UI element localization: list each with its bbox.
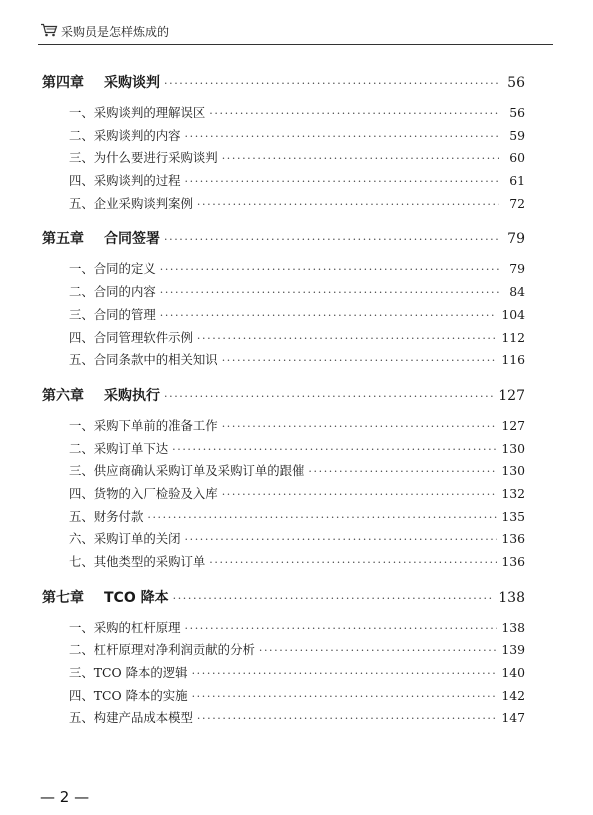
section-title: 一、采购下单前的准备工作: [69, 417, 218, 433]
toc-entry[interactable]: [42, 170, 525, 193]
dot-leader: [222, 484, 498, 507]
dot-leader: [160, 259, 499, 282]
section-title: 一、采购谈判的理解误区: [69, 105, 206, 120]
section-title: 四、合同管理软件示例: [69, 329, 193, 345]
chapter-title: 合同签署: [104, 231, 160, 248]
page-number: 116: [501, 352, 525, 368]
dot-leader: [222, 148, 499, 171]
page-number: 132: [501, 485, 525, 501]
page-number: 60: [509, 150, 525, 166]
page-number: 139: [501, 642, 525, 658]
dot-leader: [209, 103, 499, 126]
dot-leader: [185, 171, 499, 194]
header-divider: [38, 44, 553, 45]
page-number: 79: [509, 261, 525, 277]
toc-entry[interactable]: [42, 125, 525, 148]
toc-entry[interactable]: [42, 707, 525, 730]
toc-entry[interactable]: [42, 506, 525, 529]
dot-leader: [185, 529, 498, 552]
dot-leader: [259, 640, 497, 663]
toc-entry[interactable]: [42, 304, 525, 327]
page-number: 56: [507, 75, 525, 91]
page-number: 79: [507, 231, 525, 248]
page-number: 130: [501, 463, 525, 479]
section-title: 三、TCO 降本的逻辑: [69, 665, 188, 681]
page-number: 104: [501, 306, 525, 322]
section-title: 三、合同的管理: [69, 306, 156, 322]
running-header: [40, 18, 169, 44]
chapter-heading[interactable]: [42, 68, 525, 98]
book-title: 采购员是怎样炼成的: [61, 24, 170, 39]
chapter-label: 第五章: [42, 231, 84, 248]
section-title: 二、采购谈判的内容: [69, 127, 181, 143]
dot-leader: [197, 194, 499, 217]
page-number: 127: [498, 387, 525, 404]
chapter-7: [42, 583, 525, 730]
section-title: 四、TCO 降本的实施: [69, 687, 188, 703]
page-footer: — 2 —: [40, 788, 90, 806]
section-title: 五、财务付款: [69, 508, 144, 524]
section-title: 一、采购的杠杆原理: [69, 619, 181, 635]
chapter-title: 采购执行: [104, 387, 160, 404]
page-number: 136: [501, 531, 525, 547]
toc-entry[interactable]: [42, 617, 525, 640]
page-number: 130: [501, 440, 525, 456]
page-number: 138: [498, 589, 525, 606]
toc-entry[interactable]: [42, 685, 525, 708]
page-number: 138: [501, 619, 525, 635]
toc-entry[interactable]: [42, 327, 525, 350]
page-number: 140: [501, 665, 525, 681]
chapter-4: [42, 68, 525, 215]
dot-leader: [192, 686, 498, 709]
dot-leader: [192, 663, 498, 686]
chapter-title: 采购谈判: [104, 75, 160, 91]
dot-leader: [160, 282, 499, 305]
dot-leader: [147, 507, 497, 530]
toc-entry[interactable]: [42, 349, 525, 372]
toc-entry[interactable]: [42, 460, 525, 483]
toc-entry[interactable]: [42, 147, 525, 170]
section-title: 五、企业采购谈判案例: [69, 195, 193, 211]
section-title: 一、合同的定义: [69, 261, 156, 277]
chapter-label: 第六章: [42, 387, 84, 404]
section-title: 六、采购订单的关闭: [69, 531, 181, 547]
page-number: 56: [509, 105, 525, 120]
page-number: 136: [501, 554, 525, 569]
section-title: 五、构建产品成本模型: [69, 710, 193, 726]
chapter-heading[interactable]: [42, 583, 525, 613]
page-number: 135: [501, 508, 525, 524]
page-number: 84: [509, 284, 525, 300]
dot-leader: [222, 350, 498, 373]
toc-entry[interactable]: [42, 551, 525, 574]
dot-leader: [209, 552, 497, 575]
dot-leader: [185, 126, 499, 149]
section-title: 四、采购谈判的过程: [69, 173, 181, 189]
page-number: 127: [501, 417, 525, 433]
page-number: 147: [501, 710, 525, 726]
page-number: 72: [509, 195, 525, 211]
section-title: 五、合同条款中的相关知识: [69, 352, 218, 368]
dot-leader: [173, 584, 495, 614]
toc-entry[interactable]: [42, 281, 525, 304]
toc-entry[interactable]: [42, 193, 525, 216]
chapter-label: 第四章: [42, 75, 84, 91]
toc-entry[interactable]: [42, 438, 525, 461]
toc-entry[interactable]: [42, 415, 525, 438]
toc-entry[interactable]: [42, 639, 525, 662]
section-title: 四、货物的入厂检验及入库: [69, 485, 218, 501]
shopping-cart-icon: [40, 23, 61, 40]
dot-leader: [164, 382, 494, 412]
page-number: 61: [509, 173, 525, 189]
section-title: 二、采购订单下达: [69, 440, 169, 456]
chapter-6: [42, 381, 525, 574]
toc-entry[interactable]: [42, 483, 525, 506]
toc-entry[interactable]: [42, 662, 525, 685]
dot-leader: [222, 416, 498, 439]
toc-entry[interactable]: [42, 258, 525, 281]
section-title: 二、杠杆原理对净利润贡献的分析: [69, 642, 255, 658]
page-number: 142: [501, 687, 525, 703]
dot-leader: [164, 225, 499, 255]
chapter-label: 第七章: [42, 589, 84, 606]
chapter-title: TCO 降本: [104, 589, 169, 606]
toc-entry[interactable]: [42, 528, 525, 551]
table-of-contents: [42, 68, 525, 739]
section-title: 三、为什么要进行采购谈判: [69, 150, 218, 166]
section-title: 三、供应商确认采购订单及采购订单的跟催: [69, 463, 305, 479]
dot-leader: [197, 708, 497, 731]
dot-leader: [172, 439, 497, 462]
chapter-heading[interactable]: [42, 224, 525, 254]
section-title: 二、合同的内容: [69, 284, 156, 300]
toc-entry[interactable]: [42, 102, 525, 125]
page-number: 59: [509, 127, 525, 143]
dot-leader: [308, 461, 497, 484]
section-title: 七、其他类型的采购订单: [69, 554, 206, 569]
dot-leader: [197, 328, 497, 351]
dot-leader: [164, 69, 499, 99]
page-number: 112: [501, 329, 525, 345]
chapter-5: [42, 224, 525, 371]
chapter-heading[interactable]: [42, 381, 525, 411]
dot-leader: [185, 618, 498, 641]
dot-leader: [160, 305, 498, 328]
